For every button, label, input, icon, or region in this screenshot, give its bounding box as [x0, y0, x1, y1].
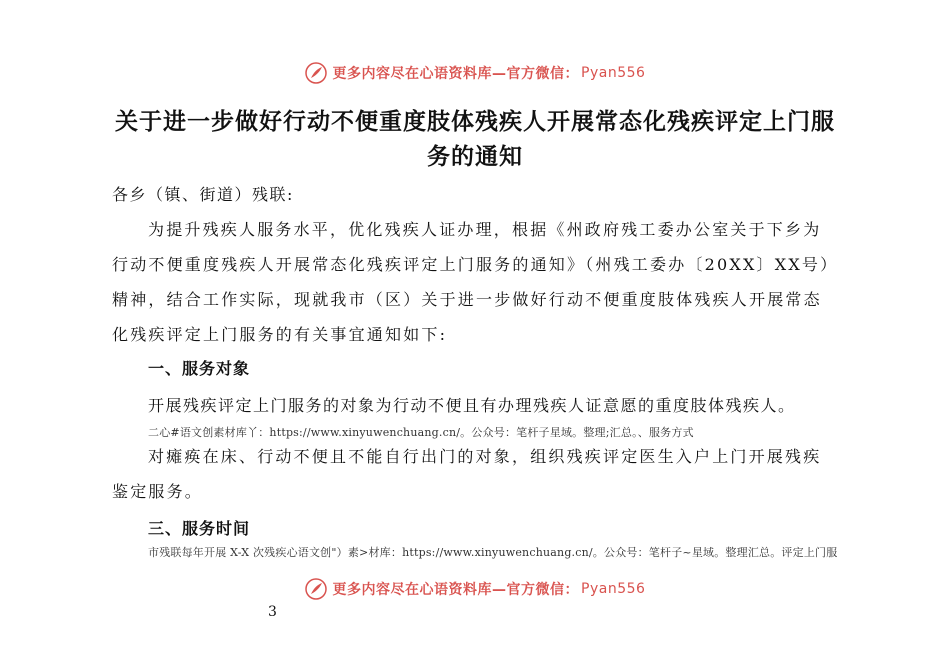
watermark-id: Pyan556	[581, 581, 646, 597]
watermark-id: Pyan556	[581, 65, 646, 81]
section-1-body: 开展残疾评定上门服务的对象为行动不便且有办理残疾人证意愿的重度肢体残疾人。	[148, 396, 796, 415]
section-1-heading: 一、服务对象	[148, 359, 251, 378]
watermark-top	[0, 62, 950, 84]
intro-paragraph: 为提升残疾人服务水平，优化残疾人证办理，根据《州政府残工委办公室关于下乡为行动不便重度残疾人开展常态化残疾评定上门服务的通知》（州残工委办〔20XX〕XX号）精神，结合工作实际，现就我市（区）关于进一步做好行动不便重度肢体残疾人开展常态化残疾评定上门服务的有关事宜通知如下:	[112, 220, 831, 344]
page-number: 3	[268, 604, 277, 620]
watermark-text: 更多内容尽在心语资料库—官方微信：	[332, 66, 580, 82]
document-title: 关于进一步做好行动不便重度肢体残疾人开展常态化残疾评定上门服务的通知	[115, 108, 835, 170]
section-3-heading: 三、服务时间	[148, 519, 251, 538]
feather-logo-icon	[305, 578, 327, 600]
section-2-body: 对瘫痪在床、行动不便且不能自行出门的对象，组织残疾评定医生入户上门开展残疾鉴定服务。	[112, 447, 822, 501]
noise-line-2: 市残联每年开展 X-X 次残疾心语文创"）素>材库：https://www.xinyuwenchuang.cn/。公众号：笔杆子~星域。整理汇总。评定上门服	[148, 546, 838, 559]
feather-logo-icon	[305, 62, 327, 84]
noise-line-1: 二心#语文创素材库丫：https://www.xinyuwenchuang.cn/。公众号：笔杆子星域。整理;汇总。、服务方式	[148, 426, 694, 439]
watermark-bottom	[0, 578, 950, 600]
watermark-text: 更多内容尽在心语资料库—官方微信：	[332, 582, 580, 598]
salutation: 各乡（镇、街道）残联:	[112, 185, 294, 204]
